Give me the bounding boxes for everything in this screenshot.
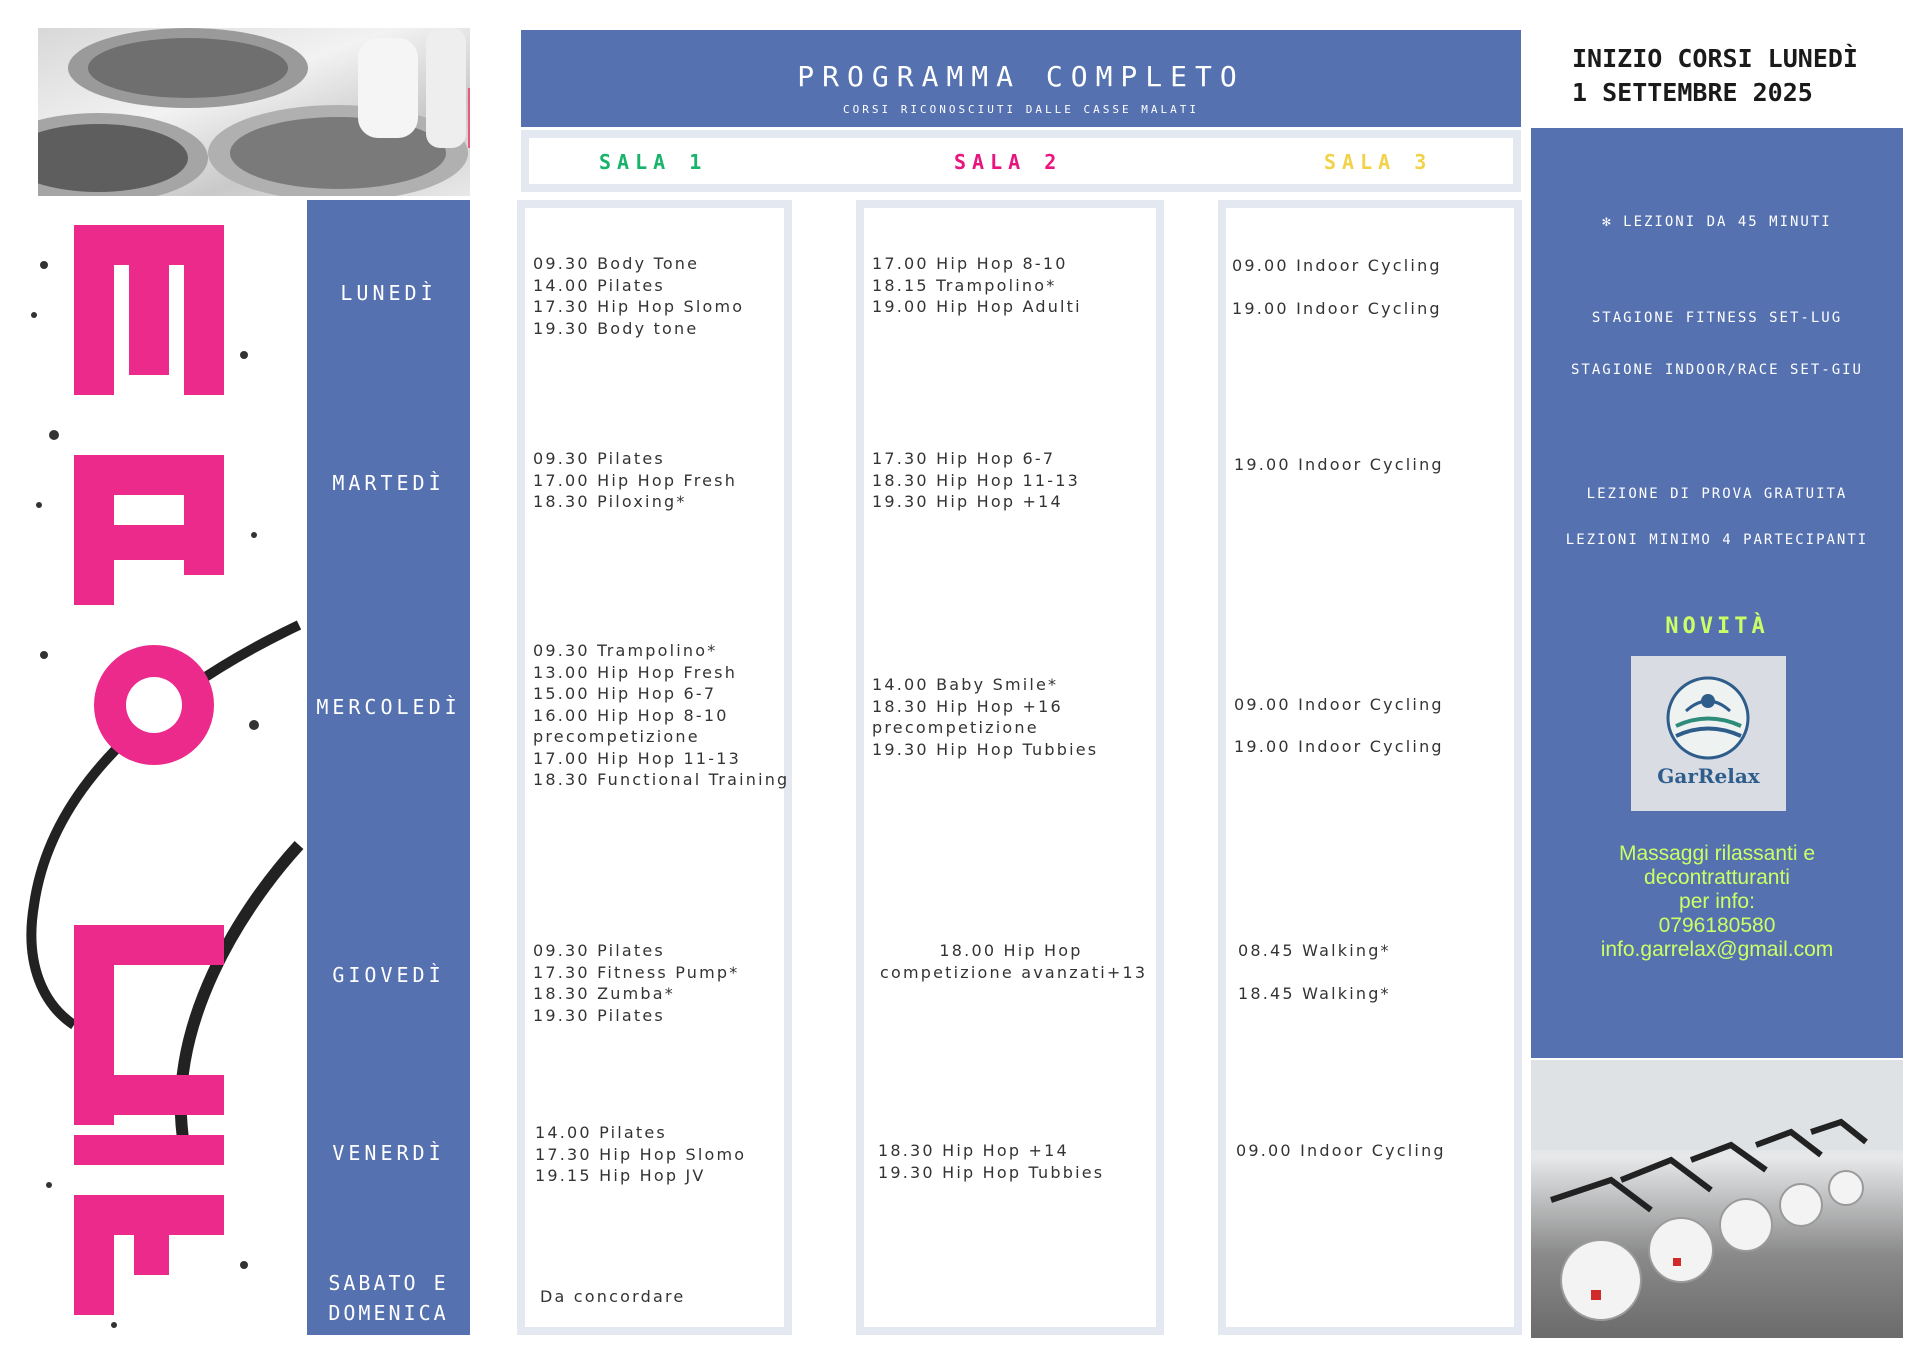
trampoline-photo bbox=[38, 28, 470, 196]
trampoline-illustration bbox=[38, 28, 470, 196]
day-column bbox=[307, 200, 470, 1335]
course-start-line-2: 1 SETTEMBRE 2025 bbox=[1572, 78, 1813, 107]
schedule-sala2-mercoledi: 14.00 Baby Smile* 18.30 Hip Hop +16 precompetizione 19.30 Hip Hop Tubbies bbox=[872, 675, 1099, 759]
schedule-sala3-lunedi-1: 09.00 Indoor Cycling bbox=[1232, 256, 1442, 275]
day-label-weekend: SABATO E DOMENICA bbox=[328, 1271, 449, 1325]
free-trial-note: LEZIONE DI PROVA GRATUITA bbox=[1586, 486, 1848, 502]
schedule-sala2-lunedi: 17.00 Hip Hop 8-10 18.15 Trampolino* 19.00 Hip Hop Adulti bbox=[872, 254, 1082, 316]
season-fitness: STAGIONE FITNESS SET-LUG bbox=[1591, 310, 1843, 326]
info-panel bbox=[1531, 128, 1903, 1058]
min-participants-note: LEZIONI MINIMO 4 PARTECIPANTI bbox=[1565, 532, 1869, 548]
season-indoor: STAGIONE INDOOR/RACE SET-GIU bbox=[1570, 362, 1863, 378]
contact-email: info.garrelax@gmail.com bbox=[1600, 938, 1834, 961]
room-label-sala-1: SALA 1 bbox=[599, 150, 708, 174]
room-column-sala-3 bbox=[1218, 200, 1522, 1335]
day-label-venerdi: VENERDÌ bbox=[332, 1141, 445, 1165]
room-column-inner bbox=[525, 208, 790, 1327]
room-column-sala-2 bbox=[856, 200, 1164, 1335]
day-label-giovedi: GIOVEDÌ bbox=[332, 963, 445, 987]
program-header bbox=[521, 30, 1521, 127]
room-column-sala-1 bbox=[517, 200, 792, 1335]
room-column-inner bbox=[1226, 208, 1514, 1327]
massage-info bbox=[1531, 842, 1903, 962]
massage-line-1: Massaggi rilassanti e bbox=[1618, 842, 1816, 865]
schedule-sala1-giovedi: 09.30 Pilates 17.30 Fitness Pump* 18.30 Zumba* 19.30 Pilates bbox=[533, 941, 740, 1025]
schedule-sala1-martedi: 09.30 Pilates 17.00 Hip Hop Fresh 18.30 Piloxing* bbox=[533, 449, 738, 511]
massage-line-3: per info: bbox=[1679, 890, 1755, 913]
schedule-sala1-lunedi: 09.30 Body Tone 14.00 Pilates 17.30 Hip Hop Slomo 19.30 Body tone bbox=[533, 254, 745, 338]
course-start-line-1: INIZIO CORSI LUNEDÌ bbox=[1572, 44, 1858, 73]
room-label-sala-2: SALA 2 bbox=[954, 150, 1063, 174]
day-label-martedi: MARTEDÌ bbox=[332, 471, 445, 495]
schedule-sala3-giovedi-2: 18.45 Walking* bbox=[1238, 984, 1391, 1003]
schedule-sala2-venerdi: 18.30 Hip Hop +14 19.30 Hip Hop Tubbies bbox=[878, 1141, 1105, 1182]
page-subtitle: CORSI RICONOSCIUTI DALLE CASSE MALATI bbox=[842, 103, 1200, 116]
massage-line-2: decontratturanti bbox=[1644, 866, 1790, 889]
schedule-sala1-venerdi: 14.00 Pilates 17.30 Hip Hop Slomo 19.15 Hip Hop JV bbox=[535, 1123, 747, 1185]
schedule-sala2-martedi: 17.30 Hip Hop 6-7 18.30 Hip Hop 11-13 19.30 Hip Hop +14 bbox=[872, 449, 1080, 511]
room-column-inner bbox=[864, 208, 1156, 1327]
day-label-mercoledi: MERCOLEDÌ bbox=[316, 695, 461, 719]
schedule-sala3-lunedi-2: 19.00 Indoor Cycling bbox=[1232, 299, 1442, 318]
room-header-inner bbox=[529, 138, 1513, 184]
schedule-sala3-mercoledi-2: 19.00 Indoor Cycling bbox=[1234, 737, 1444, 756]
lesson-duration-note: ✻ LEZIONI DA 45 MINUTI bbox=[1602, 214, 1832, 230]
contact-phone: 0796180580 bbox=[1658, 914, 1776, 937]
fit-gym-logo-artwork bbox=[14, 205, 304, 1335]
schedule-sala1-weekend: Da concordare bbox=[540, 1287, 686, 1306]
schedule-sala3-mercoledi-1: 09.00 Indoor Cycling bbox=[1234, 695, 1444, 714]
schedule-sala2-giovedi: 18.00 Hip Hop competizione avanzati+13 bbox=[880, 941, 1148, 982]
schedule-sala1-mercoledi: 09.30 Trampolino* 13.00 Hip Hop Fresh 15.00 Hip Hop 6-7 16.00 Hip Hop 8-10 precompetizione 17.00 Hip Hop 11-13 18.30 Functional Training bbox=[533, 641, 790, 789]
page-title: PROGRAMMA COMPLETO bbox=[797, 60, 1245, 93]
garrelax-logo bbox=[1631, 656, 1786, 811]
news-heading: NOVITÀ bbox=[1665, 614, 1769, 639]
indoor-cycling-illustration bbox=[1531, 1060, 1903, 1338]
schedule-sala3-martedi: 19.00 Indoor Cycling bbox=[1234, 455, 1444, 474]
schedule-sala3-venerdi: 09.00 Indoor Cycling bbox=[1236, 1141, 1446, 1160]
garrelax-name: GarRelax bbox=[1657, 764, 1760, 788]
room-header-bar bbox=[521, 130, 1521, 192]
fit-gym-logo bbox=[14, 205, 304, 1335]
room-label-sala-3: SALA 3 bbox=[1324, 150, 1433, 174]
schedule-sala3-giovedi-1: 08.45 Walking* bbox=[1238, 941, 1391, 960]
course-start-date bbox=[1572, 42, 1892, 110]
indoor-cycling-photo bbox=[1531, 1060, 1903, 1338]
day-label-lunedi: LUNEDÌ bbox=[340, 281, 437, 305]
